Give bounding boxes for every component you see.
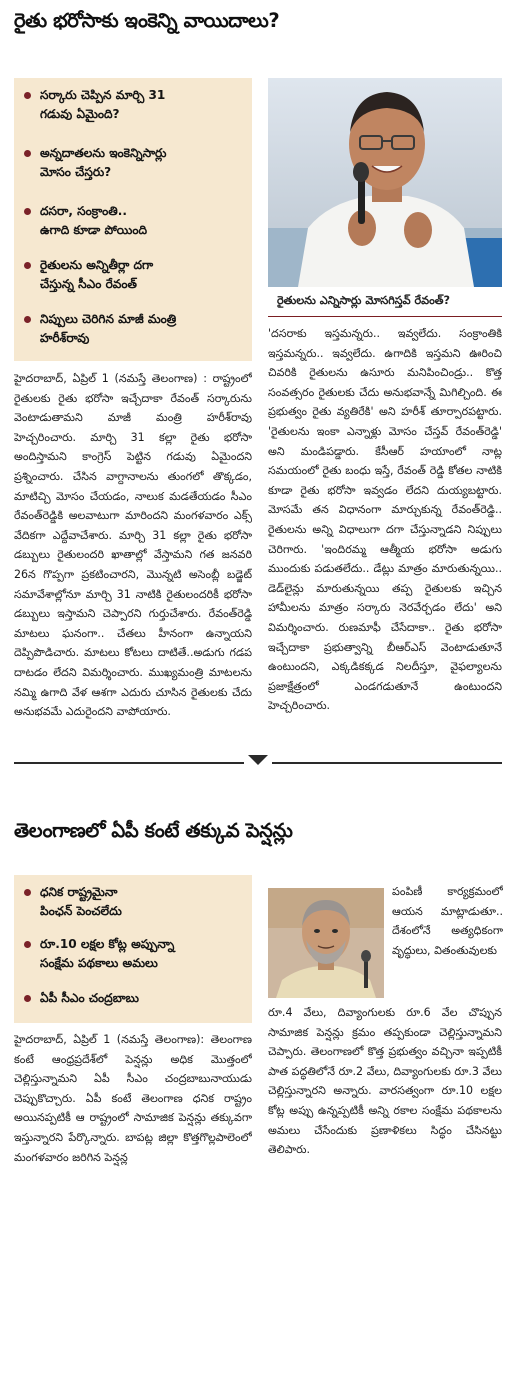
article2-right-bottom-text: రూ.4 వేలు, దివ్యాంగులకు రూ.6 వేల చొప్పున సామాజిక పెన్షన్లు క్రమం తప్పకుండా చెల్లిస్తున్నామని చెప్పారు. తెలంగాణలో కొత్త ప్రభుత్వం వచ్చినా ఇప్పటికీ పాత పద్ధతిలోనే రూ.2 వేలు, దివ్యాంగులకు రూ.3 వేలు చెల్లిస్తున్నారని అన్నారు. వారసత్వంగా రూ.10 లక్షల కోట్ల అప్పు ఉన్నప్పటికీ అన్ని రకాల సంక్షేమ పథకాలను అమలు చేసేందుకు ప్రణాళికలు సిద్ధం చేసినట్టు తెలిపారు. xyxy=(268,1006,502,1157)
bullet-icon xyxy=(24,941,31,948)
bullet-icon xyxy=(24,262,31,269)
highlight-item: ధనిక రాష్ట్రమైనా పింఛన్ పెంచలేదు xyxy=(40,883,246,920)
article2-left-text: హైదరాబాద్, ఏప్రిల్ 1 (నమస్తే తెలంగాణ): తెలంగాణ కంటే ఆంధ్రప్రదేశ్‌లో పెన్షన్లు అధిక మొత్తంలో చెల్లిస్తున్నామని ఏపీ సీఎం చంద్రబాబునాయుడు చెప్పుకొచ్చారు. ఏపీ కంటే తెలంగాణ ధనిక రాష్ట్రం అయినప్పటికీ ఆ రాష్ట్రంలో సామాజిక పెన్షన్లు తక్కువగా ఇస్తున్నారని పేర్కొన్నారు. బాపట్ల జిల్లా కొత్తగొల్లపాలెంలో మంగళవారం జరిగిన పెన్షన్ల xyxy=(14,1033,252,1164)
article2-right-top-text: పంపిణీ కార్యక్రమంలో ఆయన మాట్లాడుతూ.. దేశంలోనే అత్యధికంగా వృద్ధులు, వితంతువులకు xyxy=(392,885,503,957)
highlight-item: అన్నదాతలను ఇంకెన్నిసార్లు మోసం చేస్తరు? xyxy=(40,144,246,181)
bullet-icon xyxy=(24,92,31,99)
article1-highlights-box xyxy=(14,78,252,361)
speaker-photo-illustration xyxy=(268,78,502,287)
bullet-icon xyxy=(24,889,31,896)
article1-left-text: హైదరాబాద్, ఏప్రిల్ 1 (నమస్తే తెలంగాణ) : రాష్ట్రంలో రైతులకు రైతు భరోసా ఇచ్చేదాకా రేవంత్ సర్కారును వెంటాడుతామని మాజీ మంత్రి హరీశ్‌రావు హెచ్చరించారు. మార్చి 31 కల్లా రైతు భరోసా అందిస్తామని కాంగ్రెస్ పెట్టిన గడువు ఏమైందని ప్రశ్నించారు. చేసిన వాగ్దానాలను తుంగలో తొక్కడం, మాటిచ్చి మోసం చేయడం, నాలుక మడతేయడం సీఎం రేవంత్‌రెడ్డికి అలవాటుగా మారిందని మంగళవారం ఎక్స్ వేదికగా ఎద్దేవాచేశారు. మార్చి 31 కల్లా రైతు భరోసా డబ్బులు రైతులందరి ఖాతాల్లో వేస్తామని గత జనవరి 26న గొప్పగా ప్రకటించారని, మొన్నటి అసెంబ్లీ బడ్జెట్ సమావేశాల్లోనూ మార్చి 31 నాటికి రైతులందరికీ భరోసా డబ్బులు ఇస్తామని చెప్పారని గుర్తుచేశారు. రేవంత్‌రెడ్డి మాటలు ఘనంగా.. చేతలు హీనంగా ఉన్నాయని దెప్పిపొడిచారు. మాటలు కోటలు దాటితే..అడుగు గడప దాటడం లేదని విమర్శించారు. ముఖ్యమంత్రి మాటలను నమ్మి ఉగాది వేళ ఆశగా ఎదురు చూసిన రైతులకు చేదు అనుభవమే ఎదురైందని వాపోయారు. xyxy=(14,372,252,719)
highlight-item: రూ.10 లక్షల కోట్ల అప్పున్నా సంక్షేమ పథకాలు అమలు xyxy=(40,935,246,972)
chandrababu-photo xyxy=(268,888,384,998)
article1-headline: రైతు భరోసాకు ఇంకెన్ని వాయిదాలు? xyxy=(14,9,280,32)
bullet-icon xyxy=(24,316,31,323)
article2-left-column xyxy=(14,1030,252,1375)
article2-highlights-box xyxy=(14,875,252,1023)
highlight-item: సర్కారు చెప్పిన మార్చి 31 గడువు ఏమైంది? xyxy=(40,86,246,123)
article1-right-text: 'దసరాకు ఇస్తమన్నరు.. ఇవ్వలేదు. సంక్రాంతికి ఇస్తమన్నరు.. ఇవ్వలేదు. ఉగాదికి ఇస్తమని ఊరించి చివరికి రైతులను ఉసూరు మనిపించిండ్రు.. కొత్త సంవత్సరం రైతులకు చేదు అనుభవాన్నే మిగిల్చింది. ఈ ప్రభుత్వం రైతు వ్యతిరేకి' అని హరీశ్ తూర్పారపట్టారు. 'రైతులను ఇంకా ఎన్నాళ్లు మోసం చేస్తవ్ రేవంత్‌రెడ్డి' అని మండిపడ్డారు. కేసీఆర్ హయాంలో నాట్ల సమయంలో రైతు బంధు ఇస్తే, రేవంత్ రెడ్డి కోతల నాటికి కూడా రైతు భరోసా ఇవ్వడం లేదని దుయ్యబట్టారు. మోసమే తన విధానంగా మార్చుకున్న రేవంత్‌రెడ్డి.. రైతులను అన్ని విధాలుగా దగా చేస్తున్నాడని నిప్పులు చెరిగారు. 'ఇందిరమ్మ ఆత్మీయ భరోసా అడుగు ముందుకు పడుతలేదు.. డేట్లు మాత్రం మారుతున్నయి.. డెడ్‌లైన్లు మారుతున్నయి తప్ప రైతులకు ఇచ్చిన హామీలను మాత్రం సర్కారు నెరవేర్చడం లేదు' అని విమర్శించారు. రుణమాఫీ చేసేదాకా.. రైతు భరోసా ఇచ్చేదాకా ప్రభుత్వాన్ని బీఆర్‌ఎస్ వెంటాడుతూనే ఉంటుందని, ఎక్కడికక్కడ నిలదీస్తూ, వైఫల్యాలను ప్రజాక్షేత్రంలో ఎండగడుతూనే ఉంటుందని హెచ్చరించారు. xyxy=(268,327,502,713)
photo-caption: రైతులను ఎన్నిసార్లు మోసగిస్తవ్ రేవంత్? xyxy=(277,294,450,307)
article-divider-notch xyxy=(248,755,268,765)
bullet-icon xyxy=(24,208,31,215)
bullet-icon xyxy=(24,150,31,157)
article-divider-left xyxy=(14,762,244,764)
highlight-item: నిప్పులు చెరిగిన మాజీ మంత్రి హరీశ్‌రావు xyxy=(40,310,246,347)
caption-separator xyxy=(268,316,502,317)
portrait-illustration xyxy=(268,888,384,998)
article2-right-bottom-column xyxy=(268,1003,502,1375)
article1-right-column xyxy=(268,324,502,729)
highlight-item: రైతులను అన్నితీర్లా దగా చేస్తున్న సీఎం రేవంత్ xyxy=(40,256,246,293)
bullet-icon xyxy=(24,995,31,1002)
highlight-item: దసరా, సంక్రాంతి.. ఉగాది కూడా పోయింది xyxy=(40,202,246,239)
article1-left-column xyxy=(14,369,252,729)
highlight-item: ఏపీ సీఎం చంద్రబాబు xyxy=(40,989,246,1008)
article2-headline: తెలంగాణలో ఏపీ కంటే తక్కువ పెన్షన్లు xyxy=(14,819,293,842)
harish-rao-photo xyxy=(268,78,502,287)
article2-right-top-column xyxy=(392,882,503,1002)
article-divider-right xyxy=(272,762,502,764)
